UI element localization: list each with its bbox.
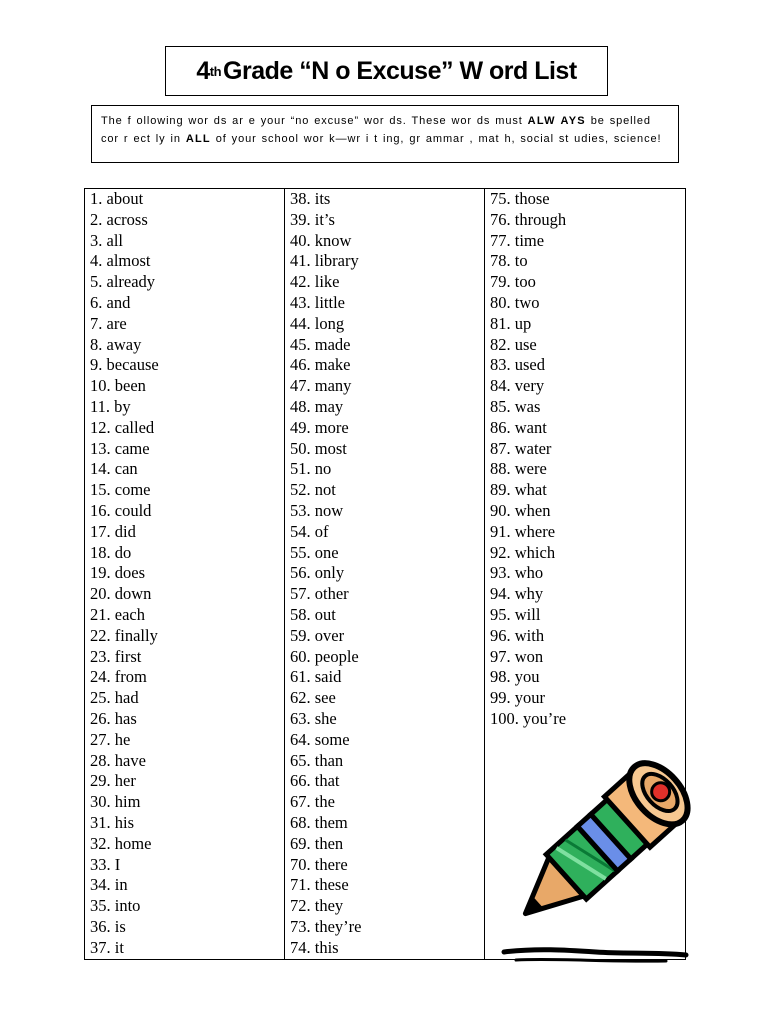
word-item: 39. it’s [290, 209, 335, 229]
word-item: 2. across [90, 209, 148, 229]
word-item: 62. see [290, 688, 336, 708]
word-item: 18. do [90, 542, 132, 562]
word-item: 50. most [290, 438, 347, 458]
word-item: 45. made [290, 334, 351, 354]
word-item: 90. when [490, 500, 551, 520]
word-item: 34. in [90, 875, 128, 895]
word-item: 37. it [90, 937, 124, 957]
word-item: 61. said [290, 667, 342, 687]
word-item: 70. there [290, 854, 348, 874]
title-superscript: th [209, 63, 222, 79]
intro-all: ALL [185, 133, 211, 145]
word-item: 66. that [290, 771, 340, 791]
word-item: 69. then [290, 833, 344, 853]
word-column-1 [85, 189, 285, 959]
word-item: 43. little [290, 292, 345, 312]
word-item: 14. can [90, 459, 138, 479]
word-item: 24. from [90, 667, 147, 687]
word-item: 79. too [490, 272, 536, 292]
word-item: 65. than [290, 750, 344, 770]
intro-part-3: of your school wor k—wr i t ing, gr ammar , mat h, social st udies, science! [210, 133, 662, 145]
word-item: 11. by [90, 396, 131, 416]
word-item: 94. why [490, 584, 544, 604]
word-item: 57. other [290, 584, 349, 604]
word-item: 13. came [90, 438, 150, 458]
word-item: 48. may [290, 396, 344, 416]
word-item: 58. out [290, 604, 336, 624]
word-item: 68. them [290, 812, 348, 832]
word-item: 63. she [290, 708, 337, 728]
word-item: 10. been [90, 376, 146, 396]
word-item: 83. used [490, 355, 545, 375]
word-item: 26. has [90, 708, 137, 728]
word-item: 95. will [490, 604, 541, 624]
page-title [165, 46, 608, 96]
word-item: 7. are [90, 313, 127, 333]
pencil-icon [496, 740, 691, 965]
word-item: 73. they’re [290, 916, 362, 936]
word-item: 16. could [90, 500, 152, 520]
word-item: 85. was [490, 396, 541, 416]
word-column-2 [285, 189, 485, 959]
word-item: 89. what [490, 480, 547, 500]
word-item: 98. you [490, 667, 540, 687]
word-item: 33. I [90, 854, 121, 874]
word-item: 17. did [90, 521, 136, 541]
word-item: 55. one [290, 542, 339, 562]
word-item: 3. all [90, 230, 123, 250]
word-item: 75. those [490, 189, 550, 208]
title-grade-number: 4 [196, 56, 210, 85]
word-item: 35. into [90, 896, 141, 916]
word-item: 71. these [290, 875, 349, 895]
word-item: 30. him [90, 792, 141, 812]
word-item: 20. down [90, 584, 152, 604]
word-item: 5. already [90, 272, 156, 292]
word-item: 100. you’re [490, 708, 567, 728]
word-item: 54. of [290, 521, 329, 541]
word-item: 22. finally [90, 625, 158, 645]
word-item: 4. almost [90, 251, 151, 271]
word-item: 40. know [290, 230, 352, 250]
word-item: 77. time [490, 230, 545, 250]
word-item: 64. some [290, 729, 350, 749]
word-item: 84. very [490, 376, 545, 396]
word-item: 12. called [90, 417, 155, 437]
word-item: 87. water [490, 438, 552, 458]
word-item: 74. this [290, 937, 339, 957]
word-item: 81. up [490, 313, 532, 333]
word-item: 80. two [490, 292, 540, 312]
word-item: 19. does [90, 563, 145, 583]
intro-part-2: be spelled cor r ect ly in [101, 115, 651, 145]
intro-always: ALW AYS [527, 115, 586, 127]
title-text: Grade “N o Excuse” W ord List [223, 56, 577, 85]
intro-part-1: The f ollowing wor ds ar e your “no excuse” wor ds. These wor ds must [101, 115, 528, 127]
word-item: 21. each [90, 604, 145, 624]
word-item: 92. which [490, 542, 556, 562]
word-item: 56. only [290, 563, 345, 583]
word-item: 82. use [490, 334, 537, 354]
word-item: 29. her [90, 771, 136, 791]
word-item: 32. home [90, 833, 152, 853]
word-item: 6. and [90, 292, 131, 312]
word-item: 28. have [90, 750, 146, 770]
word-item: 36. is [90, 916, 126, 936]
word-item: 8. away [90, 334, 142, 354]
word-item: 76. through [490, 209, 567, 229]
word-item: 49. more [290, 417, 349, 437]
word-item: 41. library [290, 251, 359, 271]
word-item: 44. long [290, 313, 345, 333]
word-item: 42. like [290, 272, 340, 292]
word-item: 97. won [490, 646, 544, 666]
word-item: 78. to [490, 251, 528, 271]
word-item: 47. many [290, 376, 352, 396]
word-item: 60. people [290, 646, 359, 666]
word-item: 46. make [290, 355, 351, 375]
word-item: 9. because [90, 355, 159, 375]
word-item: 31. his [90, 812, 135, 832]
word-item: 15. come [90, 480, 151, 500]
word-item: 59. over [290, 625, 345, 645]
word-item: 52. not [290, 480, 336, 500]
word-item: 51. no [290, 459, 332, 479]
word-item: 27. he [90, 729, 131, 749]
word-item: 1. about [90, 189, 144, 208]
word-item: 72. they [290, 896, 344, 916]
intro-text [91, 105, 679, 163]
word-item: 38. its [290, 189, 331, 208]
word-item: 99. your [490, 688, 545, 708]
word-item: 53. now [290, 500, 344, 520]
word-item: 23. first [90, 646, 142, 666]
word-item: 96. with [490, 625, 545, 645]
word-item: 86. want [490, 417, 547, 437]
word-item: 88. were [490, 459, 547, 479]
word-item: 67. the [290, 792, 335, 812]
word-item: 91. where [490, 521, 556, 541]
word-item: 25. had [90, 688, 139, 708]
word-item: 93. who [490, 563, 544, 583]
